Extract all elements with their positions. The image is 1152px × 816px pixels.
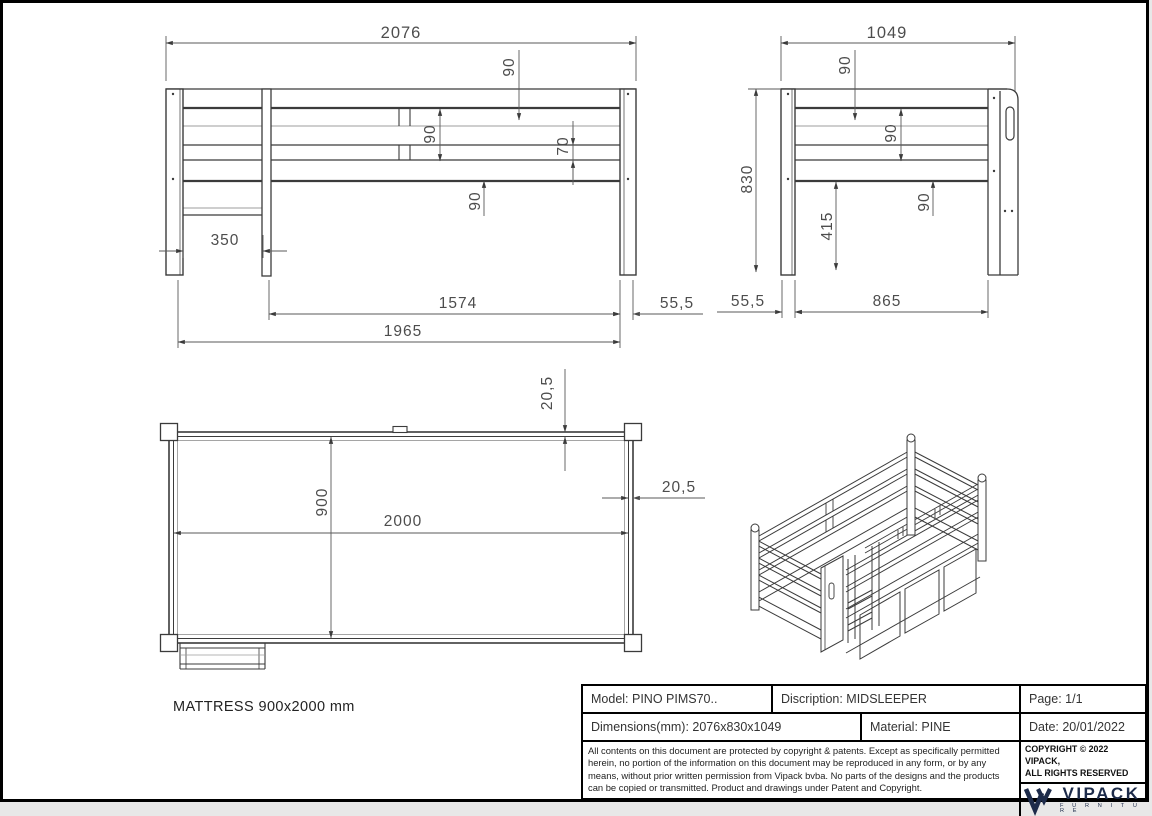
title-block: [581, 684, 1147, 815]
dim-side-rail-low: 90: [916, 192, 933, 212]
dim-front-rail-top: 90: [501, 57, 518, 77]
title-block-row-3: [583, 742, 1145, 816]
side-dimension-labels: [731, 24, 933, 310]
material-label: Material: PINE: [870, 720, 951, 734]
material-cell: [862, 714, 1021, 740]
model-cell: [583, 686, 773, 712]
dim-side-height: 830: [739, 164, 756, 194]
dim-front-rail-mid: 90: [422, 124, 439, 144]
dimensions-label: Dimensions(mm): 2076x830x1049: [591, 720, 782, 734]
dim-plan-edge-right: 20,5: [661, 479, 697, 496]
dim-front-rail-70: 70: [555, 136, 572, 156]
dimensions-cell: [583, 714, 862, 740]
dim-side-post-width: 55,5: [730, 293, 766, 310]
brand-subtitle: F U R N I T U R E: [1060, 802, 1141, 815]
page-cell: [1021, 686, 1145, 712]
brand-name: VIPACK: [1062, 783, 1141, 803]
vipack-logo: [1021, 784, 1145, 816]
side-elevation-view: [717, 24, 1018, 318]
dim-plan-edge-top: 20,5: [539, 375, 556, 411]
legal-text: All contents on this document are protected by copyright & patents. Except as specifically permitted herein, no portion of the information on this document may be reproduced in any form, or by any means, without prior written permission from Vipack bvba. No parts of the designs and the products can be copied or transmitted. Product and drawings under Patent and Copyright.: [583, 742, 1021, 816]
copyright-cell: [1021, 742, 1145, 784]
mattress-caption: MATTRESS 900x2000 mm: [173, 699, 355, 715]
plan-dimension-labels: [314, 376, 696, 530]
page-label: Page: 1/1: [1029, 692, 1083, 706]
dim-front-inner-length: 1574: [438, 295, 478, 312]
description-label: Discription: MIDSLEEPER: [781, 692, 927, 706]
screw-dots: [787, 93, 1013, 212]
front-elevation-view: [159, 24, 703, 348]
dim-plan-width: 900: [314, 487, 331, 517]
copyright-logo-column: [1021, 742, 1145, 816]
model-label: Model: PINO PIMS70..: [591, 692, 718, 706]
title-block-row-2: [583, 714, 1145, 742]
dim-side-total-depth: 1049: [866, 24, 908, 42]
copyright-line2: ALL RIGHTS RESERVED: [1025, 767, 1129, 778]
plan-ladder: [180, 643, 265, 669]
vipack-chevron-icon: [1023, 786, 1055, 813]
dim-front-ladder-offset: 350: [210, 232, 240, 249]
dim-front-post-width: 55,5: [659, 295, 695, 312]
plan-dimensions: [174, 369, 705, 638]
title-block-row-1: [583, 686, 1145, 714]
dim-side-rail-mid: 90: [883, 123, 900, 143]
dim-front-rail-low: 90: [467, 191, 484, 211]
dim-front-outer-length: 1965: [383, 323, 423, 340]
plan-view: [161, 369, 706, 715]
dim-front-total-width: 2076: [380, 24, 422, 42]
copyright-line1: COPYRIGHT © 2022 VIPACK,: [1025, 744, 1109, 766]
date-label: Date: 20/01/2022: [1029, 720, 1125, 734]
dim-side-clearance: 415: [819, 211, 836, 241]
brand-text: [1060, 785, 1143, 815]
description-cell: [773, 686, 1021, 712]
date-cell: [1021, 714, 1145, 740]
dim-side-inner-depth: 865: [872, 293, 902, 310]
dim-side-rail-top: 90: [837, 55, 854, 75]
side-dimensions: [717, 36, 1015, 318]
dim-plan-length: 2000: [383, 513, 423, 530]
drawer-boxes: [860, 549, 976, 659]
isometric-view: [751, 434, 986, 659]
